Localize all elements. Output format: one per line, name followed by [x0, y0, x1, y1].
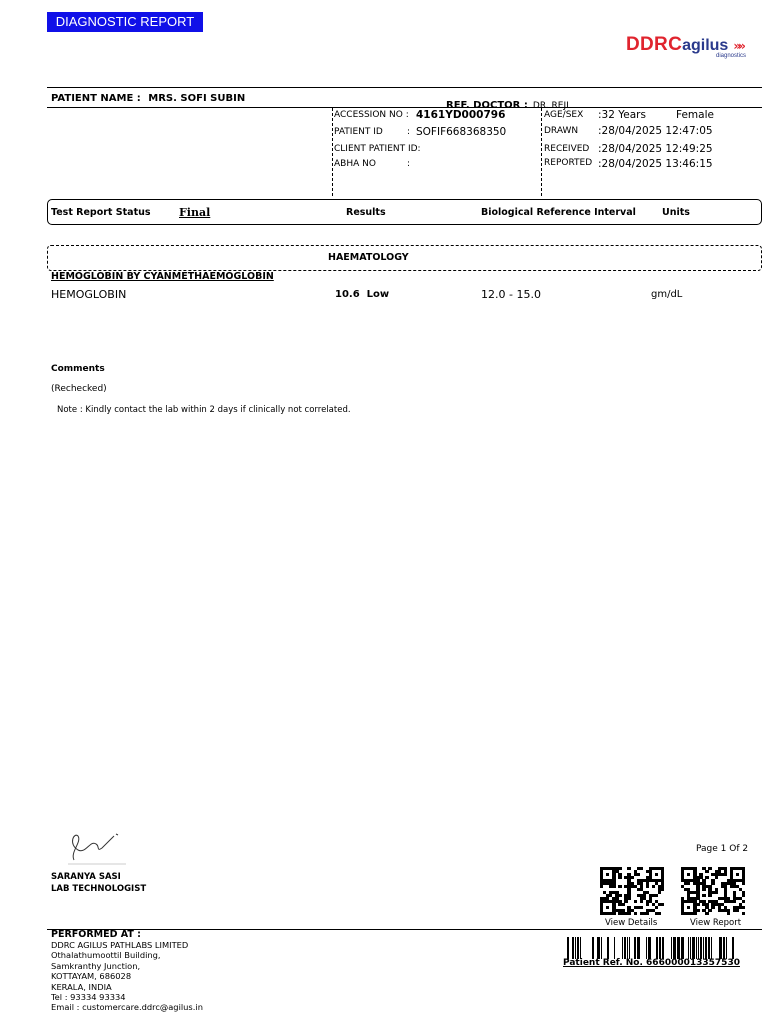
test-result [335, 289, 389, 300]
qr-module [658, 891, 661, 894]
qr-module [655, 894, 658, 897]
status-value: Final [179, 206, 211, 219]
address-line: Othalathumoottil Building, [51, 950, 161, 961]
logo-chevron-icon: »» [733, 39, 743, 53]
barcode-bar [648, 937, 651, 959]
barcode-bar [692, 937, 695, 959]
drawn-label: DRAWN [544, 126, 579, 136]
barcode-bar [698, 937, 699, 959]
qr-module [655, 873, 658, 876]
qr-module [736, 873, 739, 876]
test-reference-range: 12.0 - 15.0 [481, 288, 541, 301]
patient-name-rule [47, 107, 762, 108]
barcode-bar [696, 937, 697, 959]
barcode-bar [627, 937, 628, 959]
barcode-bar [671, 937, 672, 959]
comments-rechecked: (Rechecked) [51, 384, 107, 394]
qr-module [621, 903, 624, 906]
qr-module [640, 867, 643, 870]
qr-module [736, 909, 739, 912]
reported-value: :28/04/2025 13:46:15 [598, 158, 713, 170]
barcode-bar [705, 937, 707, 959]
qr-module [661, 888, 664, 891]
signatory-role: LAB TECHNOLOGIST [51, 884, 147, 894]
sex-value: Female [676, 109, 714, 121]
received-label: RECEIVED [544, 144, 590, 154]
qr-module [627, 912, 630, 915]
view-report-qr[interactable] [681, 867, 745, 915]
reported-label: REPORTED [544, 158, 593, 168]
qr-module [606, 873, 609, 876]
report-title-banner: DIAGNOSTIC REPORT [47, 12, 203, 32]
patient-id-colon: : [407, 127, 411, 137]
qr-module [618, 867, 621, 870]
qr-module [711, 882, 714, 885]
barcode-bar [700, 937, 702, 959]
qr-module [708, 909, 711, 912]
barcode-bar [719, 937, 722, 959]
view-report-caption[interactable]: View Report [690, 918, 742, 928]
footer-rule [47, 929, 762, 930]
qr-module [646, 903, 649, 906]
qr-module [658, 912, 661, 915]
barcode-bar [659, 937, 661, 959]
ref-doctor: DR. REJI [532, 101, 569, 111]
section-name: HAEMATOLOGY [328, 252, 409, 263]
qr-module [630, 876, 633, 879]
signature-image [56, 826, 130, 866]
qr-module [646, 912, 649, 915]
ddrc-agilus-logo [626, 34, 764, 66]
address-line: KOTTAYAM, 686028 [51, 971, 132, 982]
barcode-bar [592, 937, 594, 959]
ref-doctor-label: REF. DOCTOR : [446, 100, 528, 111]
logo-brand-agilus: agilus [682, 37, 729, 54]
qr-module [624, 900, 627, 903]
signatory-name: SARANYA SASI [51, 872, 121, 882]
patient-name: MRS. SOFI SUBIN [148, 93, 246, 104]
qr-module [618, 885, 621, 888]
units-column-header: Units [662, 207, 690, 218]
patient-barcode [567, 937, 739, 959]
qr-module [693, 912, 696, 915]
qr-module [715, 876, 718, 879]
qr-module [705, 876, 708, 879]
qr-module [742, 894, 745, 897]
patient-ref-number: Patient Ref. No. 666000013357530 [563, 958, 740, 968]
received-value: :28/04/2025 12:49:25 [598, 143, 713, 155]
patient-id: SOFIF668368350 [416, 126, 507, 138]
barcode-bar [577, 937, 579, 959]
qr-module [715, 891, 718, 894]
view-details-qr[interactable] [600, 867, 664, 915]
barcode-bar [607, 937, 609, 959]
barcode-bar [597, 937, 600, 959]
column-divider-left [332, 108, 333, 196]
patient-id-label: PATIENT ID [334, 127, 383, 137]
barcode-bar [634, 937, 636, 959]
qr-module [705, 912, 708, 915]
barcode-bar [681, 937, 684, 959]
address-line: DDRC AGILUS PATHLABS LIMITED [51, 940, 189, 950]
barcode-bar [637, 937, 640, 959]
qr-module [634, 912, 637, 915]
barcode-bar [572, 937, 574, 959]
qr-module [640, 900, 643, 903]
barcode-bar [601, 937, 602, 959]
qr-module [742, 912, 745, 915]
address-line: Tel : 93334 93334 [51, 992, 126, 1003]
page-number: Page 1 Of 2 [696, 844, 749, 854]
abha-label: ABHA NO [334, 159, 376, 169]
barcode-bar [711, 937, 712, 959]
qr-module [711, 906, 714, 909]
results-column-header: Results [346, 207, 386, 218]
barcode-bar [662, 937, 664, 959]
logo-tagline: diagnostics [716, 53, 747, 59]
qr-module [612, 885, 615, 888]
qr-module [600, 885, 603, 888]
qr-module [708, 894, 711, 897]
patient-name-label: PATIENT NAME : [51, 93, 141, 104]
qr-module [742, 882, 745, 885]
barcode-bar [614, 937, 615, 959]
comments-note: Note : Kindly contact the lab within 2 days if clinically not correlated. [57, 405, 351, 415]
qr-module [733, 900, 736, 903]
age-value: :32 Years [598, 109, 646, 121]
accession-number: 4161YD000796 [416, 109, 506, 121]
barcode-bar [703, 937, 704, 959]
qr-module [702, 894, 705, 897]
patient-name-row [51, 93, 245, 104]
barcode-bar [656, 937, 658, 959]
qr-module [612, 912, 615, 915]
client-patient-id-label: CLIENT PATIENT ID: [334, 144, 421, 154]
performed-at-title: PERFORMED AT : [51, 929, 141, 940]
qr-module [652, 885, 655, 888]
qr-module [687, 906, 690, 909]
test-name: HEMOGLOBIN [51, 288, 127, 301]
age-sex-label: AGE/SEX [544, 110, 584, 120]
barcode-bar [690, 937, 691, 959]
abha-colon: : [407, 159, 411, 169]
qr-module [727, 912, 730, 915]
barcode-bar [673, 937, 676, 959]
qr-module [702, 888, 705, 891]
status-label: Test Report Status [51, 207, 151, 218]
column-divider-right [541, 108, 542, 196]
qr-module [687, 882, 690, 885]
performed-at-address [51, 940, 203, 1013]
qr-module [655, 906, 658, 909]
barcode-bar [732, 937, 734, 959]
qr-module [618, 894, 621, 897]
qr-module [618, 876, 621, 879]
qr-module [742, 906, 745, 909]
qr-module [627, 897, 630, 900]
barcode-bar [708, 937, 710, 959]
address-line: Email : customercare.ddrc@agilus.in [51, 1002, 203, 1013]
barcode-bar [726, 937, 727, 959]
qr-module [627, 867, 630, 870]
barcode-bar [575, 937, 576, 959]
barcode-bar [624, 937, 626, 959]
address-line: Samkranthy Junction, [51, 960, 141, 971]
barcode-bar [646, 937, 647, 959]
comments-title: Comments [51, 364, 105, 374]
barcode-bar [677, 937, 680, 959]
qr-module [606, 906, 609, 909]
qr-module [640, 906, 643, 909]
qr-module [708, 867, 711, 870]
ref-interval-column-header: Biological Reference Interval [481, 207, 636, 218]
qr-module [705, 870, 708, 873]
qr-module [687, 873, 690, 876]
accession-label: ACCESSION NO : [334, 110, 409, 120]
address-line: KERALA, INDIA [51, 981, 112, 992]
logo-brand-ddrc: DDRC [626, 34, 683, 55]
barcode-bar [580, 937, 581, 959]
results-header-box [47, 199, 762, 225]
qr-module [637, 873, 640, 876]
barcode-bar [567, 937, 569, 959]
qr-module [696, 903, 699, 906]
test-group-title: HEMOGLOBIN BY CYANMETHAEMOGLOBIN [51, 271, 274, 282]
barcode-bar [688, 937, 689, 959]
test-result-flag: Low [366, 289, 390, 300]
qr-module [724, 873, 727, 876]
view-details-caption[interactable]: View Details [605, 918, 658, 928]
test-result-value: 10.6 [335, 289, 360, 300]
barcode-bar [723, 937, 725, 959]
qr-module [634, 900, 637, 903]
qr-module [696, 909, 699, 912]
header-rule [47, 87, 762, 88]
drawn-value: :28/04/2025 12:47:05 [598, 125, 713, 137]
test-unit: gm/dL [651, 289, 683, 300]
qr-module [742, 900, 745, 903]
barcode-bar [622, 937, 623, 959]
barcode-bar [629, 937, 630, 959]
qr-module [646, 885, 649, 888]
qr-module [661, 903, 664, 906]
